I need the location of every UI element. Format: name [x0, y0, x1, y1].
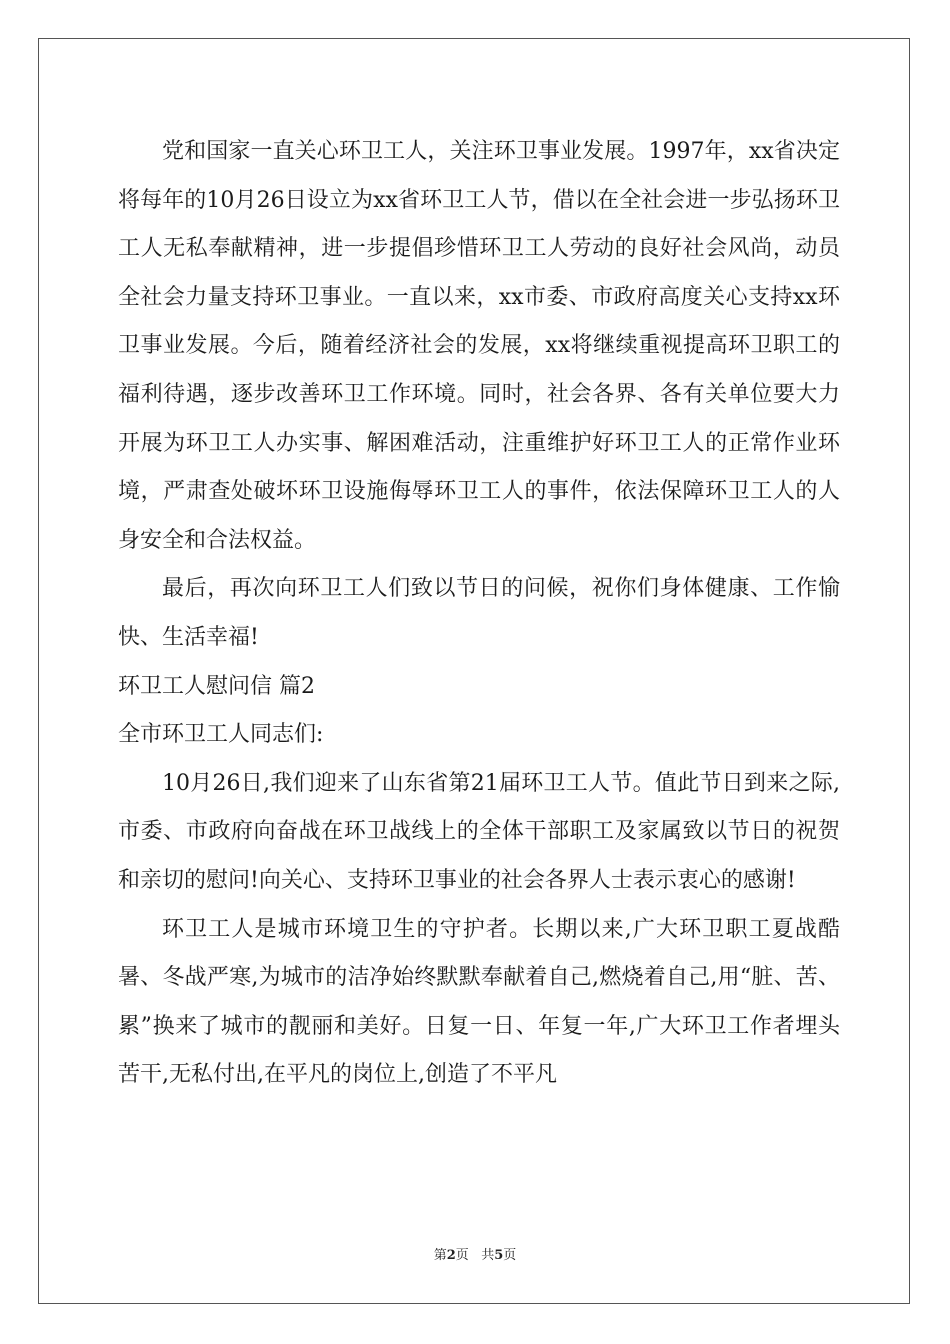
footer-page-unit: 页	[455, 1248, 469, 1263]
salutation: 全市环卫工人同志们:	[118, 722, 324, 748]
paragraph-support-policy: 党和国家一直关心环卫工人，关注环卫事业发展。1997年，xx省决定将每年的10月26日设立为xx省环卫工人节，借以在全社会进一步弘扬环卫工人无私奉献精神，进一步提倡珍惜环卫工人劳动的良好社会风尚，动员全社会力量支持环卫事业。一直以来，xx市委、市政府高度关心支持xx环卫事业发展。今后，随着经济社会的发展，xx将继续重视提高环卫职工的福利待遇，逐步改善环卫工作环境。同时，社会各界、各有关单位要大力开展为环卫工人办实事、解困难活动，注重维护好环卫工人的正常作业环境，严肃查处破坏环卫设施侮辱环卫工人的事件，依法保障环卫工人的人身安全和合法权益。	[118, 139, 840, 553]
paragraph-closing-wishes: 最后，再次向环卫工人们致以节日的问候，祝你们身体健康、工作愉快、生活幸福!	[118, 576, 840, 650]
footer-total-prefix: 共	[481, 1248, 495, 1263]
footer-total-pages: 5	[494, 1248, 504, 1263]
footer-total-unit: 页	[503, 1248, 517, 1263]
paragraph-guardians: 环卫工人是城市环境卫生的守护者。长期以来,广大环卫职工夏战酷暑、冬战严寒,为城市的洁净始终默默奉献着自己,燃烧着自己,用“脏、苦、累”换来了城市的靓丽和美好。日复一日、年复一年,广大环卫工作者埋头苦干,无私付出,在平凡的岗位上,创造了不平凡	[118, 916, 840, 1088]
footer-page-prefix: 第	[433, 1248, 447, 1263]
section-heading: 环卫工人慰问信 篇2	[118, 673, 315, 699]
footer-page-number: 2	[446, 1248, 456, 1263]
document-body	[118, 128, 840, 1100]
paragraph-festival-greeting: 10月26日,我们迎来了山东省第21届环卫工人节。值此节日到来之际,市委、市政府向奋战在环卫战线上的全体干部职工及家属致以节日的祝贺和亲切的慰问!向关心、支持环卫事业的社会各界人士表示衷心的感谢!	[118, 770, 840, 893]
page-footer	[0, 1244, 950, 1263]
